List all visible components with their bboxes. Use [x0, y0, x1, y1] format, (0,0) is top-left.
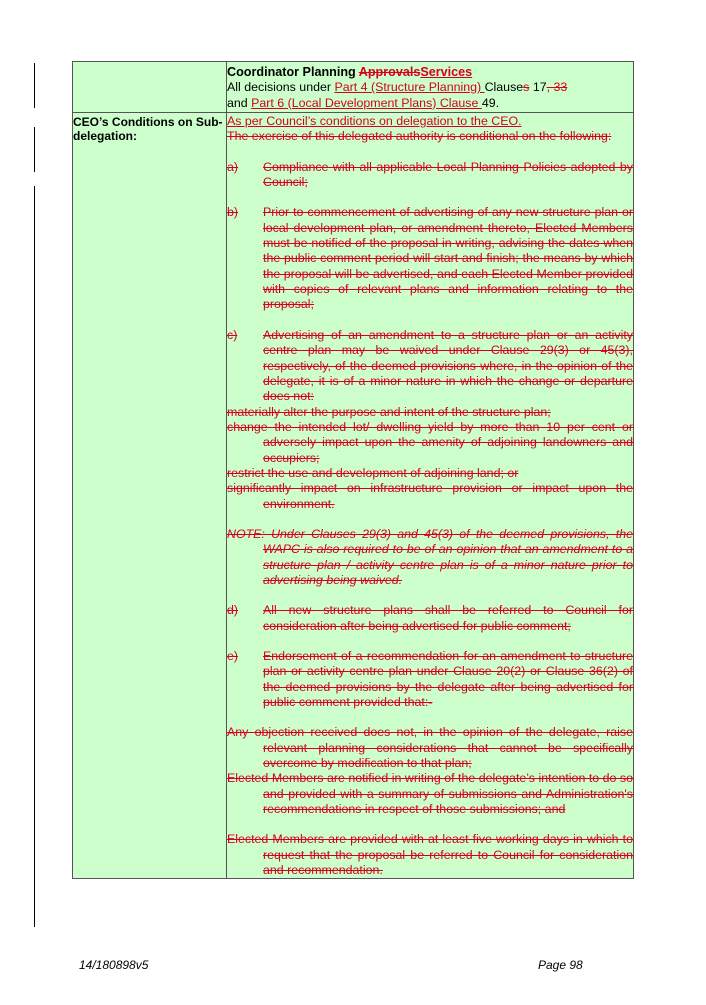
decisions-line: All decisions under Part 4 (Structure Planning) Clauses 17, 33: [227, 80, 568, 95]
intro-inserted: As per Council’s conditions on delegation to the CEO.: [227, 114, 522, 129]
list-item: d) All new structure plans shall be referred to Council for consideration after being advertised for public comment;: [227, 603, 633, 633]
sub-item: change the intended lot/ dwelling yield by more than 10 per cent or adversely impact upon the amenity of adjoining landowners and occupiers;: [227, 419, 633, 465]
sub-item: Any objection received does not, in the opinion of the delegate, raise relevant planning considerations that cannot be specifically overcome by modification to that plan;: [227, 725, 633, 771]
list-item: e) Endorsement of a recommendation for an amendment to structure plan or activity centre plan under Clause 20(2) or Clause 36(2) of the deemed provisions by the delegate after being advertised for public comment provided that:-: [227, 649, 633, 710]
doc-reference: 14/180898v5: [79, 958, 149, 972]
change-bar: [34, 186, 35, 927]
note: NOTE: Under Clauses 29(3) and 45(3) of the deemed provisions, the WAPC is also required to be of an opinion that an amendment to a structure plan / activity centre plan is of a minor nature prior to advertising being waived.: [227, 526, 633, 587]
sub-item: restrict the use and development of adjoining land; or: [227, 465, 519, 480]
change-bar: [34, 63, 35, 108]
change-bar: [34, 127, 35, 172]
conditions-label: CEO’s Conditions on Sub-delegation:: [73, 115, 223, 144]
list-item: b) Prior to commencement of advertising of any new structure plan or local development plan, or amendment thereto, Elected Members must be notified of the proposal in writing, advising the dates when the public comment period will start and finish; the means by which the proposal will be advertised, and each Elected Member provided with copies of relevant plans and information relating to the proposal;: [227, 205, 633, 312]
list-item: a) Compliance with all applicable Local Planning Policies adopted by Council;: [227, 159, 633, 190]
sub-item: Elected Members are notified in writing of the delegate’s intention to do so and provided with a summary of submissions and Administration's recommendations in respect of those submissions; and: [227, 771, 633, 817]
row1-label-cell: [73, 62, 227, 113]
table-row: [73, 62, 634, 113]
page-number: Page 98: [538, 958, 583, 972]
delegation-table: [72, 61, 634, 879]
delegate-title: Coordinator Planning ApprovalsServices: [227, 65, 473, 79]
list-item: c) Advertising of an amendment to a structure plan or an activity centre plan may be waived under Clause 29(3) or 45(3), respectively, of the deemed provisions where, in the opinion of the delegate, it is of a minor nature in which the change or departure does not:: [227, 327, 633, 404]
intro-deleted: The exercise of this delegated authority is conditional on the following:: [227, 129, 612, 144]
row1-content-cell: [227, 62, 634, 113]
sub-item: significantly impact on infrastructure provision or impact upon the environment.: [227, 481, 633, 511]
row2-content-cell: [227, 113, 634, 879]
sub-item: Elected Members are provided with at least five working days in which to request that the proposal be referred to Council for consideration and recommendation.: [227, 832, 633, 878]
row2-label-cell: [73, 113, 227, 879]
decisions-line-2: and Part 6 (Local Development Plans) Clause 49.: [227, 95, 500, 110]
table-row: [73, 113, 634, 879]
sub-item: materially alter the purpose and intent of the structure plan;: [227, 404, 551, 419]
